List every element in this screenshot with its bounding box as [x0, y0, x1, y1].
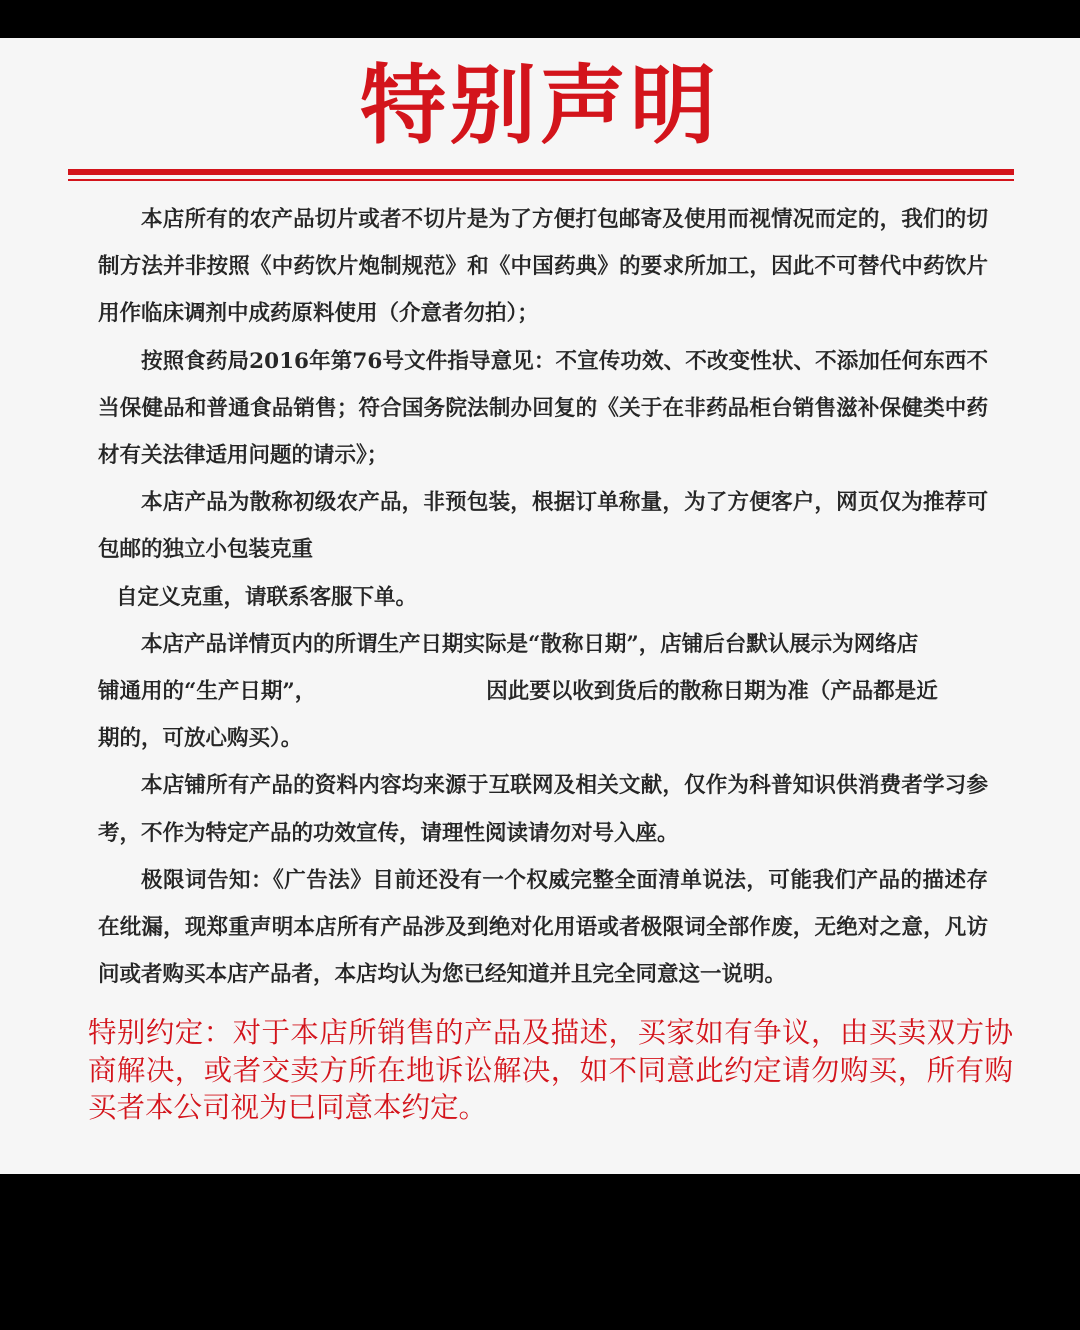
page-title: 特别声明 [360, 56, 720, 156]
special-agreement: 特别约定：对于本店所销售的产品及描述，买家如有争议，由买卖双方协商解决，或者交卖方所在地诉讼解决，如不同意此约定请勿购买，所有购买者本公司视为已同意本约定。 [88, 1016, 1013, 1124]
paragraph-content-source: 本店铺所有产品的资料内容均来源于互联网及相关文献，仅作为科普知识供消费者学习参考，不作为特定产品的功效宣传，请理性阅读请勿对号入座。 [98, 773, 988, 846]
declaration-body [98, 196, 988, 998]
paragraph-packaging-notice: 本店产品为散称初级农产品，非预包装，根据订单称量，为了方便客户，网页仅为推荐可包邮的独立小包装克重 [98, 490, 988, 563]
title-divider-thick [68, 169, 1014, 175]
date-notice-right: 因此要以收到货后的散称日期为准（产品都是近 [486, 679, 938, 705]
title-divider-thin [68, 179, 1014, 181]
paragraph-processing-notice: 本店所有的农产品切片或者不切片是为了方便打包邮寄及使用而视情况而定的，我们的切制方法并非按照《中药饮片炮制规范》和《中国药典》的要求所加工，因此不可替代中药饮片用作临床调剂中成药原料使用（介意者勿拍）； [98, 207, 988, 327]
declaration-page [0, 38, 1080, 1174]
paragraph-date-notice: 本店产品详情页内的所谓生产日期实际是“散称日期”，店铺后台默认展示为网络店 [141, 631, 919, 657]
paragraph-date-notice-line3: 期的，可放心购买）。 [98, 726, 303, 752]
paragraph-regulation-notice: 按照食药局2016年第76号文件指导意见：不宣传功效、不改变性状、不添加任何东西不当保健品和普通食品销售；符合国务院法制办回复的《关于在非药品柜台销售滋补保健类中药材有关法律适用问题的请示》； [98, 348, 988, 469]
date-notice-left: 铺通用的“生产日期”， [98, 679, 317, 705]
paragraph-date-notice-line2 [98, 668, 988, 715]
paragraph-packaging-contact: 自定义克重，请联系客服下单。 [116, 584, 418, 610]
paragraph-extreme-words: 极限词告知：《广告法》目前还没有一个权威完整全面清单说法，可能我们产品的描述存在纰漏，现郑重声明本店所有产品涉及到绝对化用语或者极限词全部作废，无绝对之意，凡访问或者购买本店产品者，本店均认为您已经知道并且完全同意这一说明。 [98, 867, 988, 988]
